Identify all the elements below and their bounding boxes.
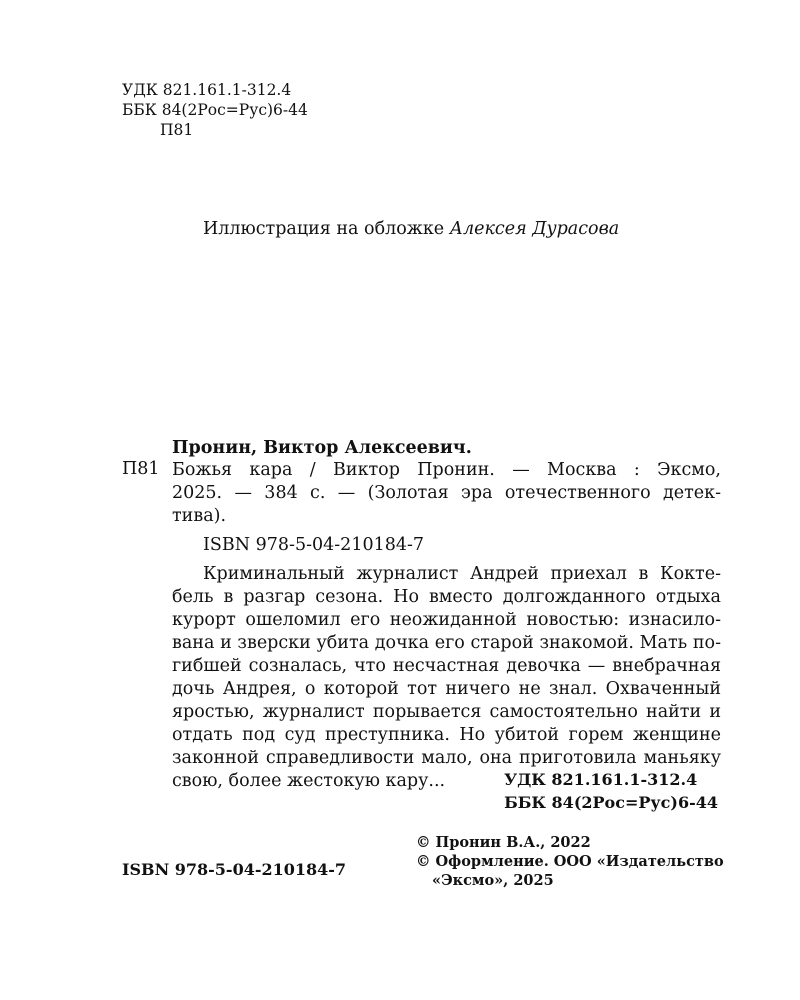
- classification-block-bottom: [504, 768, 718, 814]
- title-line: тива).: [172, 506, 227, 526]
- udk-code: УДК 821.161.1-312.4: [504, 770, 698, 789]
- entry-isbn: ISBN 978-5-04-210184-7: [203, 535, 425, 555]
- bbk-code: ББК 84(2Рос=Рус)6-44: [504, 793, 718, 812]
- bbk-code: ББК 84(2Рос=Рус)6-44: [122, 101, 308, 119]
- copyright-design: © Оформление. ООО «Издательство: [416, 853, 724, 870]
- annotation-line: курорт ошеломил его неожиданной новостью: изнасило-: [172, 610, 721, 630]
- entry-author-sign: П81: [122, 459, 160, 479]
- illustration-credit-prefix: Иллюстрация на обложке: [203, 219, 450, 239]
- annotation-line: законной справедливости мало, она приготовила маньяку: [172, 748, 721, 768]
- classification-block-top: [122, 80, 308, 140]
- udk-code: УДК 821.161.1-312.4: [122, 81, 292, 99]
- annotation-line: яростью, журналист порывается самостоятельно найти и: [172, 702, 721, 722]
- annotation: [172, 563, 721, 793]
- annotation-line: Криминальный журналист Андрей приехал в Коктe-: [203, 564, 721, 584]
- copyright-author: © Пронин В.А., 2022: [416, 834, 591, 851]
- annotation-line: свою, более жестокую кару...: [172, 771, 446, 791]
- illustration-credit: [203, 219, 619, 239]
- title-line: 2025. — 384 с. — (Золотая эра отечественного детек-: [172, 483, 721, 503]
- annotation-line: бель в разгар сезона. Но вместо долгожданного отдыха: [172, 587, 721, 607]
- annotation-line: гибшей созналась, что несчастная девочка — внебрачная: [172, 656, 721, 676]
- annotation-line: дочь Андрея, о которой тот ничего не знал. Охваченный: [172, 679, 721, 699]
- title-line: Божья кара / Виктор Пронин. — Москва : Эксмо,: [172, 460, 721, 480]
- annotation-line: вана и зверски убита дочка его старой знакомой. Мать по-: [172, 633, 721, 653]
- annotation-line: отдать под суд преступника. Но убитой горем женщине: [172, 725, 721, 745]
- illustrator-name: Алексея Дурасова: [449, 219, 620, 239]
- isbn-bottom: ISBN 978-5-04-210184-7: [122, 860, 347, 879]
- author-sign: П81: [160, 121, 194, 139]
- copyright-design-cont: «Эксмо», 2025: [432, 872, 554, 889]
- copyright-block: [416, 833, 724, 890]
- bibliographic-entry: [172, 459, 721, 793]
- entry-author-heading: Пронин, Виктор Алексеевич.: [172, 438, 472, 458]
